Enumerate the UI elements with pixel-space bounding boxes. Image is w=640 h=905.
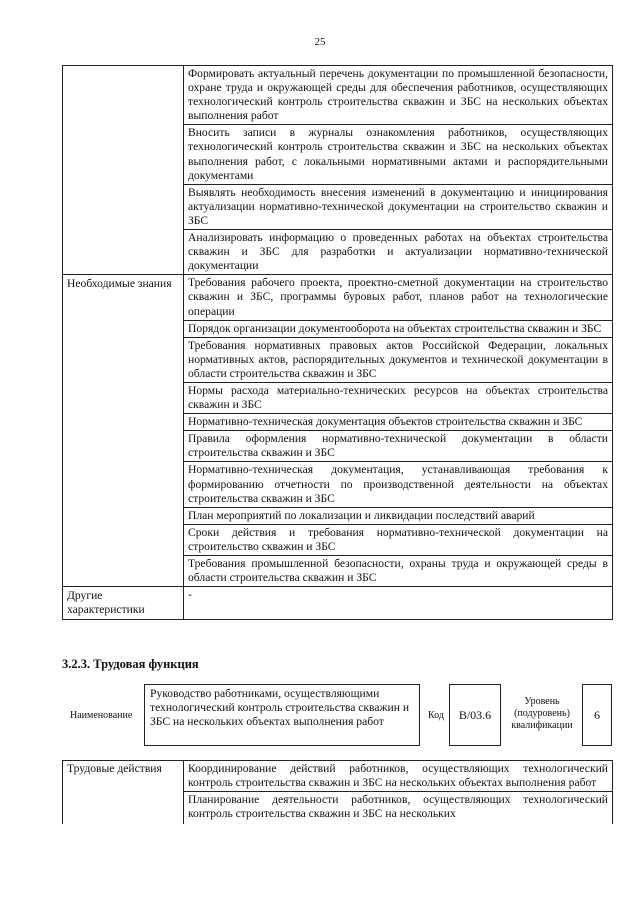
table-row (63, 275, 613, 320)
table-row (63, 587, 613, 620)
function-name-box: Руководство работниками, осуществляющими технологический контроль строительства скважин и ЗБС на нескольких объектах выполнения работ (144, 684, 420, 746)
qualification-level-box: 6 (582, 684, 612, 746)
table-cell: Нормативно-техническая документация, устанавливающая требования к формированию отчетности по производственной деятельности на объектах строительства скважин и ЗБС (184, 462, 613, 507)
table-row (63, 761, 613, 792)
table-cell: План мероприятий по локализации и ликвидации последствий аварий (184, 507, 613, 524)
table-cell: Сроки действия и требования нормативно-технической документации на строительство скважин и ЗБС (184, 524, 613, 555)
table-cell: Координирование действий работников, осуществляющих технологический контроль строительства скважин и ЗБС на нескольких объектах выполнения работ (184, 761, 613, 792)
labor-actions-table (62, 760, 613, 824)
table-cell: Требования нормативных правовых актов Российской Федерации, локальных нормативных актов, распорядительных документов и технической документации в области строительства скважин и ЗБС (184, 337, 613, 382)
table-cell: Планирование деятельности работников, осуществляющих технологический контроль строительства скважин и ЗБС на нескольких (184, 792, 613, 825)
row-label-cell (63, 66, 184, 275)
table-cell: Нормы расхода материально-технических ресурсов на объектах строительства скважин и ЗБС (184, 382, 613, 413)
table-cell: Требования рабочего проекта, проектно-сметной документации на строительство скважин и ЗБС, программы буровых работ, планов работ на технологические операции (184, 275, 613, 320)
section-heading: 3.2.3. Трудовая функция (62, 657, 199, 671)
table-cell: - (184, 587, 613, 620)
row-label-other: Другие характеристики (63, 587, 184, 620)
page-number: 25 (314, 36, 326, 48)
table-cell: Формировать актуальный перечень документации по промышленной безопасности, охране труда и окружающей среды для обеспечения работников, осуществляющих технологический контроль строительства скважин и ЗБС на нескольких объектах выполнения работ (184, 66, 613, 125)
table-row (63, 66, 613, 125)
table-cell: Выявлять необходимость внесения изменений в документацию и инициирования актуализации нормативно-технической документации на строительство скважин и ЗБС (184, 184, 613, 229)
requirements-table (62, 65, 613, 620)
table-cell: Вносить записи в журналы ознакомления работников, осуществляющих технологический контроль строительства скважин и ЗБС на нескольких объектах выполнения работ, с локальными нормативными актами и распорядительными документами (184, 125, 613, 184)
table-cell: Требования промышленной безопасности, охраны труда и окружающей среды в области строительства скважин и ЗБС (184, 556, 613, 587)
table-cell: Правила оформления нормативно-технической документации в области строительства скважин и ЗБС (184, 431, 613, 462)
function-code-box: B/03.6 (449, 684, 501, 746)
table-cell: Анализировать информацию о проведенных работах на объектах строительства скважин и ЗБС для разработки и актуализации нормативно-технической документации (184, 230, 613, 275)
code-label: Код (428, 710, 444, 721)
qualification-level-label: Уровень (подуровень) квалификации (511, 696, 573, 731)
row-label-knowledge: Необходимые знания (63, 275, 184, 587)
table-cell: Порядок организации документооборота на объектах строительства скважин и ЗБС (184, 320, 613, 337)
table-cell: Нормативно-техническая документация объектов строительства скважин и ЗБС (184, 414, 613, 431)
row-label-actions: Трудовые действия (63, 761, 184, 825)
name-label: Наименование (70, 710, 133, 721)
